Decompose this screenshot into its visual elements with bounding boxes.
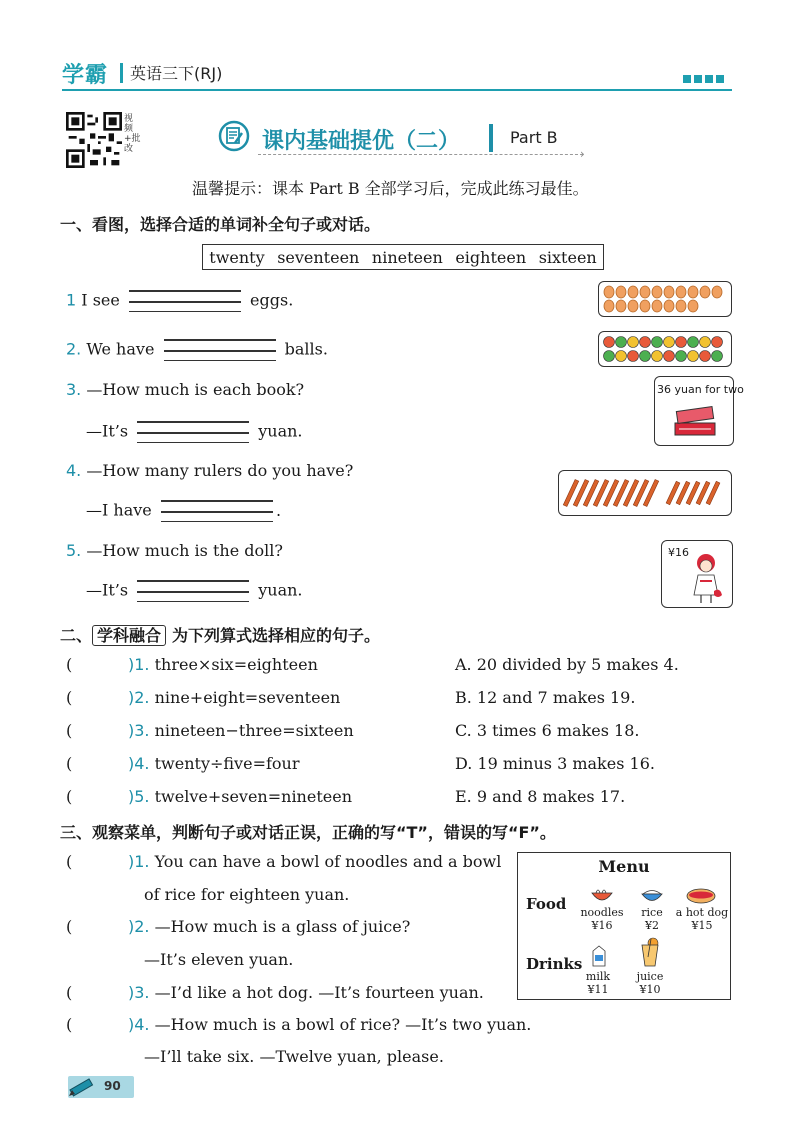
eggs-picture	[598, 281, 732, 317]
match-row-2	[66, 688, 340, 707]
header-squares	[683, 75, 724, 83]
match-expression: three×six=eighteen	[154, 655, 318, 674]
egg-icon	[599, 282, 731, 316]
match-number: )2.	[128, 688, 150, 707]
question-text: —It’s	[86, 421, 129, 441]
question-text: .	[275, 500, 282, 520]
judge-4-cont: —I’ll take six. —Twelve yuan, please.	[144, 1047, 444, 1066]
match-row-3	[66, 721, 354, 740]
match-number: )5.	[128, 787, 150, 806]
judge-1	[66, 852, 501, 871]
match-number: )1.	[128, 655, 150, 674]
match-option-a: A. 20 divided by 5 makes 4.	[455, 655, 679, 674]
menu-item-name: milk	[585, 970, 611, 983]
milk-carton-icon	[590, 945, 608, 967]
answer-paren[interactable]: (	[66, 1015, 73, 1034]
match-number: )3.	[128, 721, 150, 740]
answer-paren[interactable]: (	[66, 852, 73, 871]
doll-icon	[686, 551, 726, 605]
word-bank-word: nineteen	[371, 247, 443, 267]
word-bank-word: sixteen	[538, 247, 597, 267]
question-4-line2	[86, 500, 281, 522]
match-row-5	[66, 787, 352, 806]
section1-heading: 一、看图，选择合适的单词补全句子或对话。	[60, 215, 381, 234]
question-5-line2	[86, 580, 303, 602]
match-expression: twenty÷five=four	[154, 754, 300, 773]
part-label: Part B	[510, 128, 558, 147]
question-number: 5.	[66, 541, 82, 560]
pencil-icon	[66, 1074, 96, 1100]
judge-1-cont: of rice for eighteen yuan.	[144, 885, 350, 904]
header-divider	[120, 63, 123, 83]
menu-item-price: ¥16	[591, 919, 613, 932]
qr-caption: 视频+批改	[124, 114, 141, 154]
judge-4	[66, 1015, 531, 1034]
answer-blank[interactable]	[129, 290, 241, 312]
question-text: I see	[81, 290, 120, 310]
answer-paren[interactable]: (	[66, 917, 73, 936]
question-4-line1	[66, 461, 353, 480]
question-3-line1	[66, 380, 304, 399]
menu-item-price: ¥10	[639, 983, 661, 996]
word-bank-word: twenty	[209, 247, 265, 267]
section2-prefix: 二、	[60, 626, 93, 645]
judge-number: )2.	[128, 917, 150, 936]
match-number: )4.	[128, 754, 150, 773]
brand-logo: 学霸	[62, 63, 109, 88]
word-bank	[202, 244, 604, 270]
juice-glass-icon	[638, 937, 662, 967]
question-text: We have	[86, 339, 155, 359]
judge-2-cont: —It’s eleven yuan.	[144, 950, 294, 969]
judge-3	[66, 983, 484, 1002]
question-3-line2	[86, 421, 303, 443]
word-bank-word: eighteen	[455, 247, 527, 267]
menu-item-price: ¥15	[691, 919, 713, 932]
match-option-e: E. 9 and 8 makes 17.	[455, 787, 626, 806]
question-text: yuan.	[258, 421, 303, 441]
question-number: 2.	[66, 339, 82, 359]
question-text: —It’s	[86, 580, 129, 600]
question-text: —How many rulers do you have?	[86, 461, 354, 480]
books-icon	[671, 401, 719, 441]
answer-paren[interactable]: (	[66, 688, 73, 707]
qr-code-icon[interactable]	[66, 112, 122, 168]
match-option-c: C. 3 times 6 makes 18.	[455, 721, 640, 740]
rice-bowl-icon	[640, 885, 664, 905]
menu-item-name: a hot dog	[675, 906, 729, 919]
noodles-icon	[590, 885, 614, 905]
word-bank-word: seventeen	[277, 247, 360, 267]
section3-heading: 三、观察菜单，判断句子或对话正误，正确的写“T”，错误的写“F”。	[60, 823, 556, 842]
judge-number: )1.	[128, 852, 150, 871]
judge-text: —I’d like a hot dog. —It’s fourteen yuan.	[154, 983, 484, 1002]
books-price-label: 36 yuan for two	[657, 383, 744, 396]
match-expression: nineteen−three=sixteen	[154, 721, 354, 740]
subject-tag: 学科融合	[92, 625, 166, 646]
ball-icon	[599, 332, 731, 366]
chevron-right-icon: ›	[580, 147, 585, 161]
title-underline	[258, 154, 583, 155]
question-5-line1	[66, 541, 283, 560]
match-expression: nine+eight=seventeen	[154, 688, 341, 707]
doll-price-label: ¥16	[668, 546, 689, 559]
answer-paren[interactable]: (	[66, 787, 73, 806]
pencil-note-icon	[218, 120, 250, 152]
judge-text: You can have a bowl of noodles and a bowl	[154, 852, 502, 871]
answer-paren[interactable]: (	[66, 721, 73, 740]
answer-blank[interactable]	[137, 421, 249, 443]
answer-blank[interactable]	[164, 339, 276, 361]
menu-card	[517, 852, 731, 1000]
menu-item-name: juice	[636, 970, 664, 983]
menu-item-name: noodles	[580, 906, 624, 919]
rulers-picture	[558, 470, 732, 516]
menu-item-name: rice	[641, 906, 663, 919]
section-title: 课内基础提优（二）	[262, 129, 461, 154]
menu-item-hot-dog	[672, 906, 732, 932]
menu-title: Menu	[598, 857, 650, 876]
menu-item-juice	[628, 970, 672, 996]
question-number: 4.	[66, 461, 82, 480]
section2-heading-text: 为下列算式选择相应的句子。	[172, 626, 381, 645]
question-1	[66, 290, 293, 312]
menu-item-rice	[630, 906, 674, 932]
match-option-b: B. 12 and 7 makes 19.	[455, 688, 636, 707]
answer-blank[interactable]	[161, 500, 273, 522]
judge-text: —How much is a glass of juice?	[154, 917, 411, 936]
question-text: —I have	[86, 500, 152, 520]
judge-number: )3.	[128, 983, 150, 1002]
judge-number: )4.	[128, 1015, 150, 1034]
title-divider	[489, 124, 493, 152]
menu-food-label: Food	[526, 895, 567, 913]
match-row-4	[66, 754, 299, 773]
answer-paren[interactable]: (	[66, 754, 73, 773]
question-text: —How much is each book?	[86, 380, 305, 399]
hot-dog-icon	[686, 887, 716, 905]
ruler-icon	[559, 471, 731, 515]
question-text: balls.	[284, 339, 328, 359]
question-number: 1	[66, 290, 77, 310]
answer-paren[interactable]: (	[66, 655, 73, 674]
book-title: 英语三下(RJ)	[130, 64, 223, 83]
menu-item-noodles	[574, 906, 630, 932]
menu-item-milk	[576, 970, 620, 996]
section2-heading	[60, 623, 380, 646]
books-picture	[654, 376, 744, 446]
question-text: yuan.	[258, 580, 303, 600]
question-2	[66, 339, 328, 361]
tip-text: 温馨提示：课本 Part B 全部学习后，完成此练习最佳。	[192, 179, 589, 198]
question-number: 3.	[66, 380, 82, 399]
judge-text: —How much is a bowl of rice? —It’s two yuan.	[154, 1015, 532, 1034]
match-row-1	[66, 655, 318, 674]
match-expression: twelve+seven=nineteen	[154, 787, 352, 806]
page-number: 90	[104, 1079, 121, 1093]
answer-paren[interactable]: (	[66, 983, 73, 1002]
question-text: —How much is the doll?	[86, 541, 283, 560]
balls-picture	[598, 331, 732, 367]
header-rule	[62, 89, 732, 91]
answer-blank[interactable]	[137, 580, 249, 602]
menu-item-price: ¥2	[645, 919, 659, 932]
judge-2	[66, 917, 410, 936]
question-text: eggs.	[250, 290, 294, 310]
doll-picture	[661, 540, 733, 608]
menu-item-price: ¥11	[587, 983, 609, 996]
menu-drinks-label: Drinks	[526, 955, 583, 973]
match-option-d: D. 19 minus 3 makes 16.	[455, 754, 655, 773]
